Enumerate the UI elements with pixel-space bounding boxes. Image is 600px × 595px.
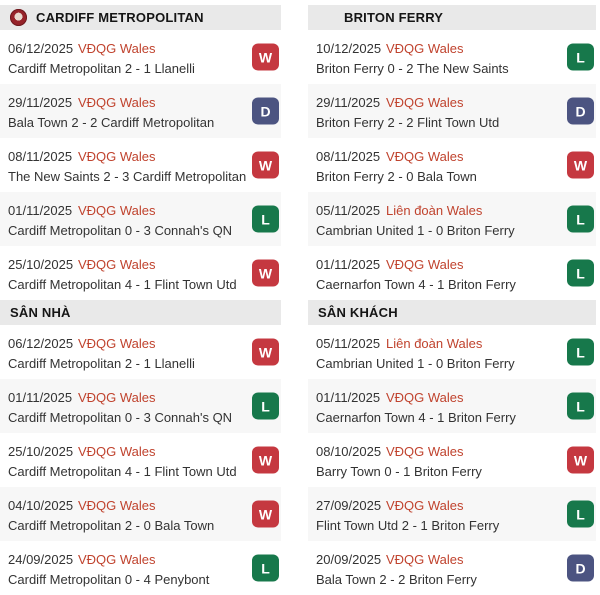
match-date: 10/12/2025: [316, 41, 382, 56]
outcome-badge: L: [567, 339, 594, 366]
match-result: Cardiff Metropolitan 0 - 4 Penybont: [8, 572, 210, 587]
outcome-badge: W: [252, 152, 279, 179]
team-column-briton-ferry: [308, 5, 596, 595]
match-row[interactable]: [0, 246, 281, 300]
match-row[interactable]: [0, 192, 281, 246]
form-section: [308, 30, 596, 300]
match-result: Briton Ferry 2 - 0 Bala Town: [316, 169, 477, 184]
outcome-badge: D: [567, 98, 594, 125]
section-title: SÂN NHÀ: [10, 305, 71, 320]
match-row[interactable]: [308, 433, 596, 487]
match-row[interactable]: [0, 487, 281, 541]
match-row[interactable]: [308, 379, 596, 433]
outcome-badge: W: [252, 44, 279, 71]
match-row[interactable]: [308, 325, 596, 379]
match-result: Caernarfon Town 4 - 1 Briton Ferry: [316, 410, 516, 425]
team-header: [308, 5, 596, 30]
outcome-badge: D: [252, 98, 279, 125]
match-date: 01/11/2025: [316, 390, 381, 405]
match-result: Bala Town 2 - 2 Cardiff Metropolitan: [8, 115, 215, 130]
match-result: Cardiff Metropolitan 4 - 1 Flint Town Utd: [8, 277, 237, 292]
outcome-badge: W: [567, 447, 594, 474]
league-link[interactable]: VĐQG Wales: [78, 390, 156, 405]
league-link[interactable]: VĐQG Wales: [386, 552, 464, 567]
match-result: Barry Town 0 - 1 Briton Ferry: [316, 464, 482, 479]
match-date: 27/09/2025: [316, 498, 382, 513]
match-result: Cardiff Metropolitan 0 - 3 Connah's QN: [8, 410, 233, 425]
match-date: 01/11/2025: [8, 203, 73, 218]
home-section: [0, 325, 281, 595]
outcome-badge: W: [252, 501, 279, 528]
league-link[interactable]: Liên đoàn Wales: [386, 203, 483, 218]
match-date: 08/11/2025: [8, 149, 73, 164]
outcome-badge: D: [567, 555, 594, 582]
match-result: Cambrian United 1 - 0 Briton Ferry: [316, 356, 515, 371]
league-link[interactable]: VĐQG Wales: [78, 95, 156, 110]
match-date: 06/12/2025: [8, 41, 74, 56]
team-logo-icon: [10, 9, 27, 26]
match-result: Caernarfon Town 4 - 1 Briton Ferry: [316, 277, 516, 292]
match-row[interactable]: [308, 541, 596, 595]
match-date: 29/11/2025: [8, 95, 73, 110]
form-section: [0, 30, 281, 300]
match-result: The New Saints 2 - 3 Cardiff Metropolitan: [8, 169, 247, 184]
match-date: 29/11/2025: [316, 95, 381, 110]
match-result: Cardiff Metropolitan 2 - 1 Llanelli: [8, 356, 195, 371]
match-row[interactable]: [0, 379, 281, 433]
outcome-badge: W: [567, 152, 594, 179]
match-row[interactable]: [0, 325, 281, 379]
team-column-cardiff: [0, 5, 281, 595]
league-link[interactable]: VĐQG Wales: [386, 390, 464, 405]
league-link[interactable]: VĐQG Wales: [386, 95, 464, 110]
league-link[interactable]: VĐQG Wales: [78, 41, 156, 56]
match-date: 20/09/2025: [316, 552, 382, 567]
match-result: Briton Ferry 2 - 2 Flint Town Utd: [316, 115, 500, 130]
match-date: 25/10/2025: [8, 444, 74, 459]
outcome-badge: L: [252, 206, 279, 233]
section-header-away: [308, 300, 596, 325]
match-result: Briton Ferry 0 - 2 The New Saints: [316, 61, 509, 76]
match-date: 01/11/2025: [316, 257, 381, 272]
league-link[interactable]: VĐQG Wales: [78, 257, 156, 272]
match-result: Cardiff Metropolitan 2 - 1 Llanelli: [8, 61, 195, 76]
league-link[interactable]: VĐQG Wales: [78, 552, 156, 567]
outcome-badge: L: [252, 555, 279, 582]
match-date: 01/11/2025: [8, 390, 73, 405]
match-result: Cardiff Metropolitan 0 - 3 Connah's QN: [8, 223, 233, 238]
outcome-badge: L: [567, 260, 594, 287]
match-date: 25/10/2025: [8, 257, 74, 272]
match-row[interactable]: [0, 433, 281, 487]
team-header: [0, 5, 281, 30]
league-link[interactable]: VĐQG Wales: [78, 336, 156, 351]
league-link[interactable]: VĐQG Wales: [78, 149, 156, 164]
match-row[interactable]: [308, 487, 596, 541]
section-title: SÂN KHÁCH: [318, 305, 398, 320]
league-link[interactable]: VĐQG Wales: [78, 444, 156, 459]
away-section: [308, 325, 596, 595]
outcome-badge: L: [567, 393, 594, 420]
match-result: Cardiff Metropolitan 2 - 0 Bala Town: [8, 518, 215, 533]
league-link[interactable]: VĐQG Wales: [78, 498, 156, 513]
match-row[interactable]: [308, 138, 596, 192]
match-result: Flint Town Utd 2 - 1 Briton Ferry: [316, 518, 500, 533]
match-result: Bala Town 2 - 2 Briton Ferry: [316, 572, 477, 587]
match-row[interactable]: [308, 84, 596, 138]
outcome-badge: W: [252, 339, 279, 366]
league-link[interactable]: VĐQG Wales: [386, 149, 464, 164]
league-link[interactable]: VĐQG Wales: [386, 444, 464, 459]
league-link[interactable]: VĐQG Wales: [386, 41, 464, 56]
match-date: 05/11/2025: [316, 203, 381, 218]
outcome-badge: W: [252, 447, 279, 474]
match-row[interactable]: [308, 246, 596, 300]
match-row[interactable]: [0, 541, 281, 595]
match-result: Cambrian United 1 - 0 Briton Ferry: [316, 223, 515, 238]
league-link[interactable]: VĐQG Wales: [386, 498, 464, 513]
outcome-badge: L: [567, 501, 594, 528]
match-row[interactable]: [0, 30, 281, 84]
league-link[interactable]: VĐQG Wales: [78, 203, 156, 218]
league-link[interactable]: Liên đoàn Wales: [386, 336, 483, 351]
match-date: 08/10/2025: [316, 444, 382, 459]
match-date: 06/12/2025: [8, 336, 74, 351]
league-link[interactable]: VĐQG Wales: [386, 257, 464, 272]
team-name: CARDIFF METROPOLITAN: [36, 10, 204, 25]
match-date: 08/11/2025: [316, 149, 381, 164]
match-date: 24/09/2025: [8, 552, 74, 567]
match-row[interactable]: [308, 30, 596, 84]
outcome-badge: L: [567, 44, 594, 71]
match-date: 04/10/2025: [8, 498, 74, 513]
outcome-badge: L: [567, 206, 594, 233]
match-result: Cardiff Metropolitan 4 - 1 Flint Town Utd: [8, 464, 237, 479]
outcome-badge: L: [252, 393, 279, 420]
match-row[interactable]: [0, 84, 281, 138]
match-date: 05/11/2025: [316, 336, 381, 351]
match-row[interactable]: [0, 138, 281, 192]
outcome-badge: W: [252, 260, 279, 287]
team-name: BRITON FERRY: [344, 10, 444, 25]
section-header-home: [0, 300, 281, 325]
match-row[interactable]: [308, 192, 596, 246]
